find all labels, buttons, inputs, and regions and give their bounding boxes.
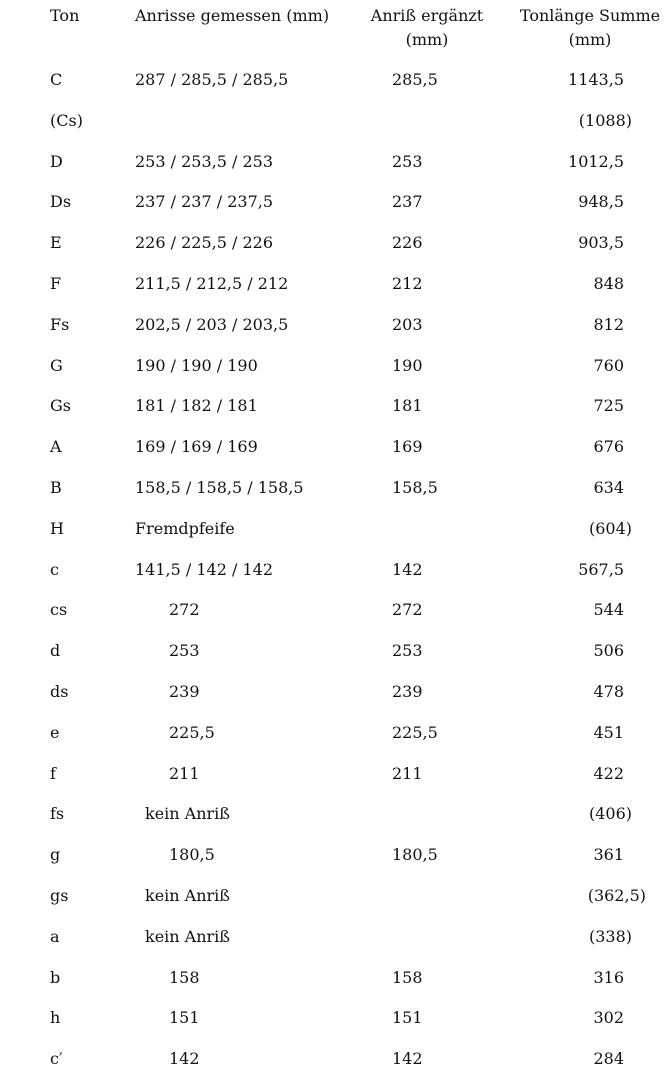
- table-row: [0, 142, 672, 183]
- header-ton: Ton: [50, 6, 80, 25]
- cell-ton: b: [50, 967, 61, 987]
- cell-summe: 948,5: [578, 192, 624, 212]
- cell-ergaenzt: 253: [392, 151, 423, 171]
- table-row: [0, 672, 672, 713]
- table-row: [0, 876, 672, 917]
- cell-ergaenzt: 203: [392, 314, 423, 334]
- cell-gemessen: 225,5: [169, 722, 215, 742]
- cell-summe: 676: [593, 437, 624, 457]
- cell-summe: (362,5): [587, 885, 646, 905]
- cell-summe: 422: [593, 763, 624, 783]
- cell-ergaenzt: 151: [392, 1008, 423, 1028]
- cell-ton: g: [50, 845, 61, 865]
- cell-ton: e: [50, 722, 60, 742]
- cell-gemessen: kein Anriß: [145, 926, 230, 946]
- cell-ton: c′: [50, 1049, 63, 1069]
- header-ergaenzt-line2: (mm): [405, 30, 449, 49]
- cell-ton: E: [50, 233, 62, 253]
- cell-ton: B: [50, 477, 62, 497]
- cell-summe: 725: [593, 396, 624, 416]
- cell-summe: 634: [593, 477, 624, 497]
- cell-gemessen: 190 / 190 / 190: [135, 355, 258, 375]
- header-ergaenzt-line1: Anriß ergänzt: [370, 6, 484, 25]
- cell-gemessen: 239: [169, 681, 200, 701]
- cell-ton: C: [50, 70, 63, 89]
- table-row: [0, 1039, 672, 1080]
- cell-gemessen: 169 / 169 / 169: [135, 437, 258, 457]
- cell-gemessen: Fremdpfeife: [135, 518, 235, 538]
- table-body: [0, 60, 672, 1080]
- table-row: [0, 60, 672, 101]
- cell-ton: a: [50, 926, 60, 946]
- cell-summe: 544: [593, 600, 624, 620]
- cell-ergaenzt: 212: [392, 273, 423, 293]
- table-row: [0, 427, 672, 468]
- cell-ton: cs: [50, 600, 68, 620]
- cell-ergaenzt: 226: [392, 233, 423, 253]
- table-row: [0, 550, 672, 591]
- cell-gemessen: 287 / 285,5 / 285,5: [135, 70, 289, 89]
- table-row: [0, 386, 672, 427]
- table-row: [0, 305, 672, 346]
- cell-gemessen: 151: [169, 1008, 200, 1028]
- table-row: [0, 958, 672, 999]
- cell-gemessen: 211,5 / 212,5 / 212: [135, 273, 289, 293]
- table-row: [0, 182, 672, 223]
- cell-ton: Fs: [50, 314, 70, 334]
- cell-ergaenzt: 180,5: [392, 845, 438, 865]
- cell-gemessen: 253 / 253,5 / 253: [135, 151, 274, 171]
- cell-summe: 1143,5: [568, 70, 624, 89]
- cell-ergaenzt: 169: [392, 437, 423, 457]
- cell-summe: 812: [593, 314, 624, 334]
- cell-summe: 302: [593, 1008, 624, 1028]
- cell-ergaenzt: 272: [392, 600, 423, 620]
- table-row: [0, 346, 672, 387]
- cell-ergaenzt: 285,5: [392, 70, 438, 89]
- cell-ton: ds: [50, 681, 69, 701]
- cell-summe: 451: [593, 722, 624, 742]
- header-summe: [508, 4, 672, 52]
- cell-ton: Ds: [50, 192, 72, 212]
- cell-gemessen: 272: [169, 600, 200, 620]
- cell-summe: 903,5: [578, 233, 624, 253]
- table-row: [0, 998, 672, 1039]
- cell-gemessen: 226 / 225,5 / 226: [135, 233, 274, 253]
- cell-summe: 361: [593, 845, 624, 865]
- cell-summe: 506: [593, 641, 624, 661]
- cell-ergaenzt: 239: [392, 681, 423, 701]
- cell-summe: 478: [593, 681, 624, 701]
- table-row: [0, 754, 672, 795]
- table-row: [0, 713, 672, 754]
- cell-ton: d: [50, 641, 61, 661]
- cell-ton: c: [50, 559, 59, 579]
- cell-gemessen: 158: [169, 967, 200, 987]
- table-row: [0, 509, 672, 550]
- cell-summe: (338): [588, 926, 632, 946]
- cell-gemessen: 237 / 237 / 237,5: [135, 192, 274, 212]
- cell-ergaenzt: 181: [392, 396, 423, 416]
- cell-gemessen: 253: [169, 641, 200, 661]
- table-row: [0, 917, 672, 958]
- cell-summe: 760: [593, 355, 624, 375]
- table-row: [0, 631, 672, 672]
- cell-ergaenzt: 225,5: [392, 722, 438, 742]
- cell-gemessen: 180,5: [169, 845, 215, 865]
- table-header: [0, 0, 672, 60]
- cell-ergaenzt: 190: [392, 355, 423, 375]
- table-row: [0, 590, 672, 631]
- cell-ergaenzt: 253: [392, 641, 423, 661]
- cell-gemessen: 211: [169, 763, 200, 783]
- cell-gemessen: 158,5 / 158,5 / 158,5: [135, 477, 304, 497]
- table-row: [0, 264, 672, 305]
- cell-ergaenzt: 237: [392, 192, 423, 212]
- cell-ton: (Cs): [50, 110, 83, 130]
- cell-gemessen: 181 / 182 / 181: [135, 396, 258, 416]
- header-summe-line2: (mm): [568, 30, 612, 49]
- cell-ton: fs: [50, 804, 65, 824]
- header-summe-line1: Tonlänge Summe: [519, 6, 661, 25]
- cell-summe: 284: [593, 1049, 624, 1069]
- header-gemessen: Anrisse gemessen (mm): [135, 6, 330, 25]
- cell-ton: gs: [50, 885, 69, 905]
- cell-summe: 316: [593, 967, 624, 987]
- cell-ton: A: [50, 437, 62, 457]
- cell-ton: F: [50, 273, 62, 293]
- cell-ton: H: [50, 518, 64, 538]
- cell-summe: 1012,5: [568, 151, 624, 171]
- cell-summe: (604): [588, 518, 632, 538]
- cell-ton: G: [50, 355, 63, 375]
- header-ergaenzt: [366, 4, 488, 52]
- cell-ton: f: [50, 763, 56, 783]
- cell-gemessen: kein Anriß: [145, 804, 230, 824]
- cell-gemessen: 141,5 / 142 / 142: [135, 559, 274, 579]
- table-row: [0, 835, 672, 876]
- table-row: [0, 794, 672, 835]
- cell-summe: 567,5: [578, 559, 624, 579]
- cell-summe: 848: [593, 273, 624, 293]
- cell-ergaenzt: 142: [392, 559, 423, 579]
- cell-ergaenzt: 211: [392, 763, 423, 783]
- cell-ton: h: [50, 1008, 61, 1028]
- table-row: [0, 223, 672, 264]
- cell-gemessen: 142: [169, 1049, 200, 1069]
- cell-ergaenzt: 158: [392, 967, 423, 987]
- cell-summe: (406): [588, 804, 632, 824]
- cell-ergaenzt: 142: [392, 1049, 423, 1069]
- cell-summe: (1088): [578, 110, 632, 130]
- cell-ergaenzt: 158,5: [392, 477, 438, 497]
- cell-ton: D: [50, 151, 63, 171]
- cell-gemessen: kein Anriß: [145, 885, 230, 905]
- table-row: [0, 468, 672, 509]
- table-row: [0, 101, 672, 142]
- cell-gemessen: 202,5 / 203 / 203,5: [135, 314, 289, 334]
- cell-ton: Gs: [50, 396, 71, 416]
